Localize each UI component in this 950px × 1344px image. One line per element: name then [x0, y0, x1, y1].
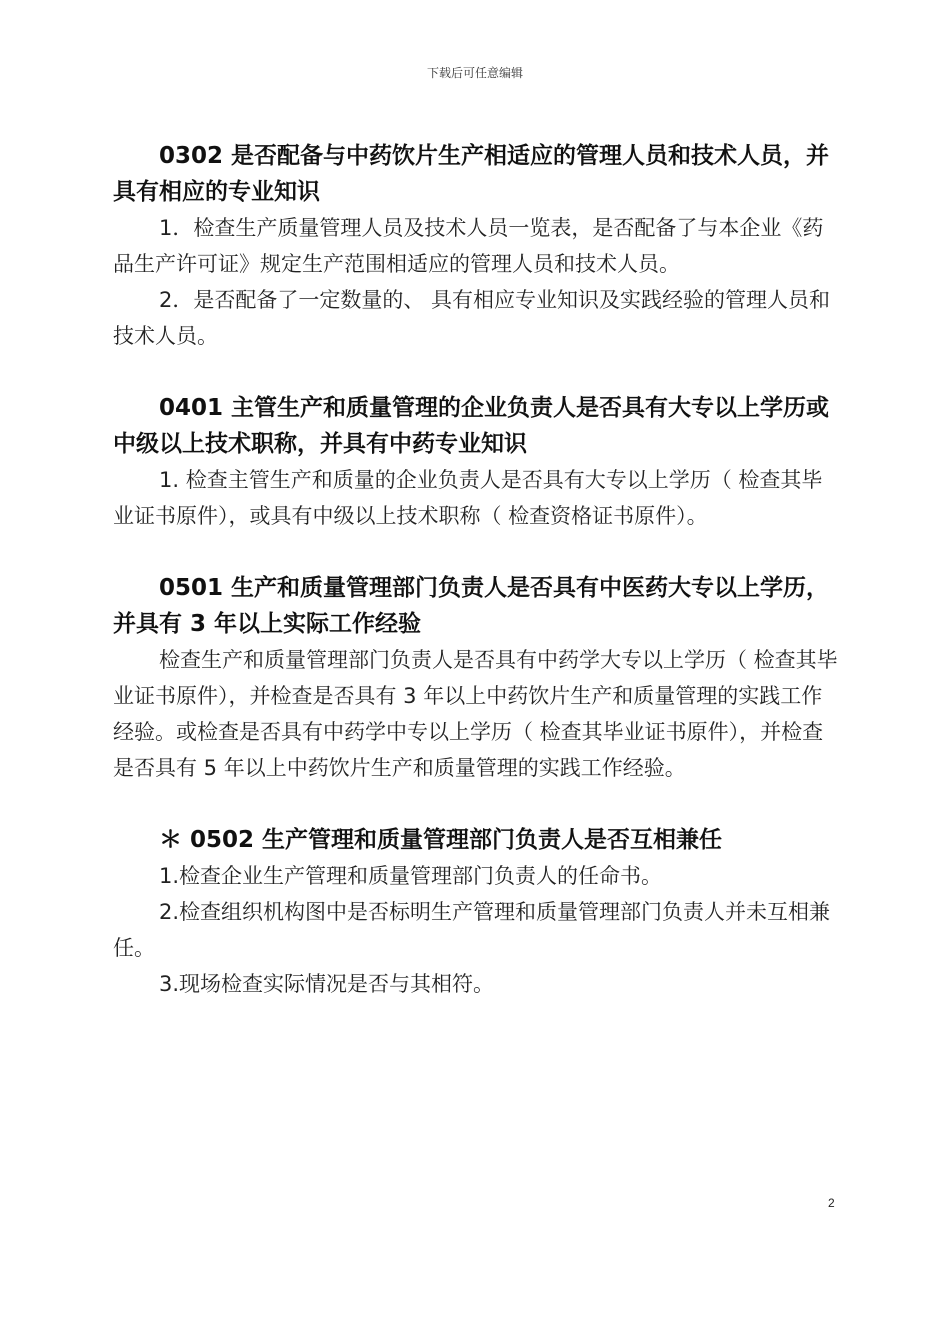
section-0501	[113, 570, 839, 786]
section-paragraph: 1．检查生产质量管理人员及技术人员一览表，是否配备了与本企业《药品生产许可证》规定生产范围相适应的管理人员和技术人员。	[113, 216, 824, 276]
section-0401	[113, 390, 839, 534]
section-heading: 0501 生产和质量管理部门负责人是否具有中医药大专以上学历，并具有 3 年以上实际工作经验	[113, 575, 830, 637]
section-paragraph: 3.现场检查实际情况是否与其相符。	[159, 972, 495, 996]
section-heading: 0401 主管生产和质量管理的企业负责人是否具有大专以上学历或中级以上技术职称，并具有中药专业知识	[113, 395, 830, 457]
section-heading: 0302 是否配备与中药饮片生产相适应的管理人员和技术人员，并具有相应的专业知识	[113, 143, 830, 205]
section-paragraph: 检查生产和质量管理部门负责人是否具有中药学大专以上学历（ 检查其毕业证书原件），并检查是否具有 3 年以上中药饮片生产和质量管理的实践工作经验。或检查是否具有中药学中专以上学历（ 检查其毕业证书原件），并检查是否具有 5 年以上中药饮片生产和质量管理的实践工作经验。	[113, 648, 838, 780]
section-paragraph: 1.检查企业生产管理和质量管理部门负责人的任命书。	[159, 864, 663, 888]
section-paragraph: 2．是否配备了一定数量的、 具有相应专业知识及实践经验的管理人员和技术人员。	[113, 288, 831, 348]
page-header: 下载后可任意编辑	[426, 66, 523, 80]
section-0302	[113, 138, 839, 354]
page-number: 2	[828, 1196, 835, 1210]
document-body	[113, 138, 839, 1002]
section-0502	[113, 822, 839, 1002]
section-paragraph: 2.检查组织机构图中是否标明生产管理和质量管理部门负责人并未互相兼任。	[113, 900, 831, 960]
section-heading: ＊ 0502 生产管理和质量管理部门负责人是否互相兼任	[159, 827, 723, 853]
section-paragraph: 1. 检查主管生产和质量的企业负责人是否具有大专以上学历（ 检查其毕业证书原件），或具有中级以上技术职称（ 检查资格证书原件）。	[113, 468, 823, 528]
